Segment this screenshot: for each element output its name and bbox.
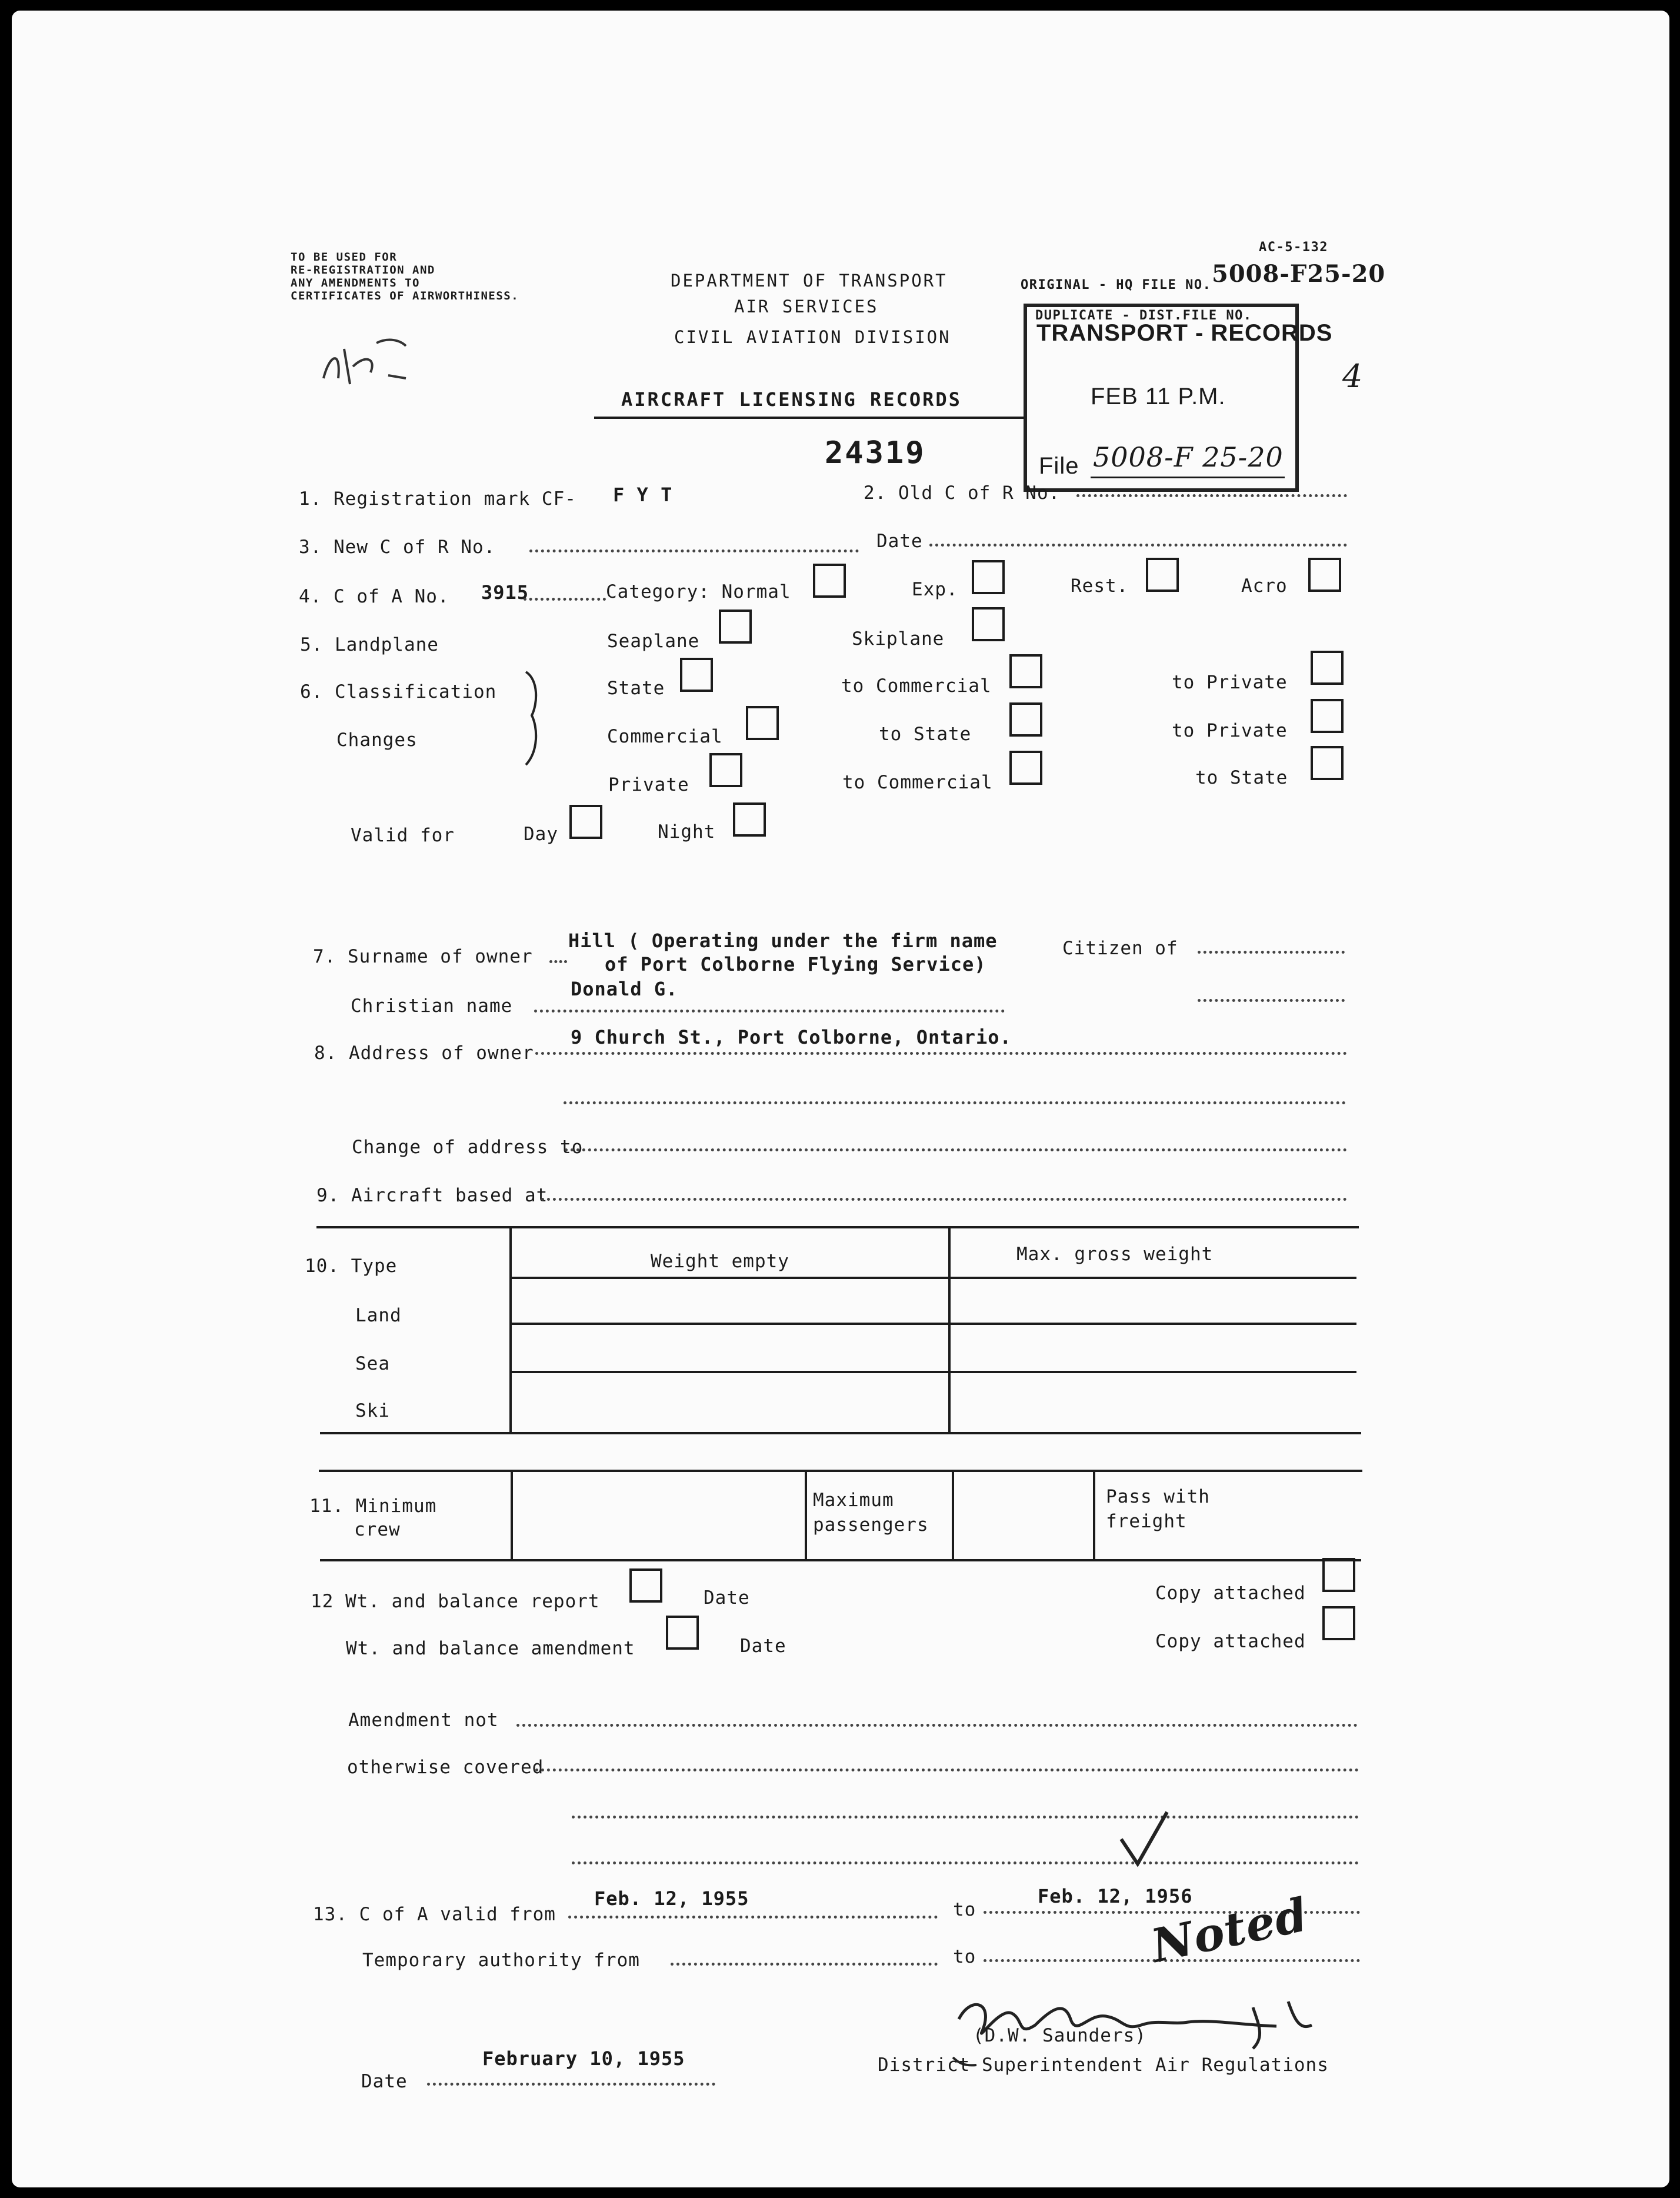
max-gross-header: Max. gross weight [1016, 1244, 1214, 1265]
to-state-checkbox-2[interactable] [1311, 746, 1344, 780]
old-cofr-label: 2. Old C of R No. [864, 482, 1061, 504]
stamp-date: FEB 11 P.M. [1091, 384, 1226, 409]
acro-checkbox[interactable] [1308, 558, 1341, 592]
new-cofr-field[interactable] [529, 550, 859, 552]
to-state-checkbox-1[interactable] [1009, 702, 1042, 737]
christian-name-field[interactable] [534, 1010, 1005, 1013]
table11-col4 [1093, 1471, 1095, 1559]
pencil-mark [318, 331, 424, 396]
table10-col2 [948, 1227, 951, 1432]
stamp-heading: TRANSPORT - RECORDS [1036, 320, 1333, 346]
valid-to-label-1: to [953, 1899, 976, 1920]
weight-empty-header: Weight empty [651, 1251, 789, 1272]
rest-label: Rest. [1071, 575, 1129, 597]
cofa-valid-label: 13. C of A valid from [313, 1904, 556, 1925]
dept-name: DEPARTMENT OF TRANSPORT [671, 271, 948, 291]
seaplane-checkbox[interactable] [719, 610, 752, 644]
signer-title: District Superintendent Air Regulations [878, 2054, 1329, 2076]
table10-col1 [509, 1227, 512, 1432]
wb-report-checkbox[interactable] [629, 1568, 662, 1603]
classification-label: 6. Classification [300, 681, 497, 702]
max-passengers-label-2: passengers [813, 1514, 929, 1536]
table10-row-line-1 [509, 1323, 1356, 1325]
surname-field[interactable] [549, 960, 567, 963]
commercial-checkbox[interactable] [746, 706, 779, 740]
wb-report-label: 12 Wt. and balance report [311, 1591, 600, 1612]
table11-bottom [320, 1559, 1361, 1561]
night-label: Night [658, 821, 716, 842]
seaplane-label: Seaplane [607, 631, 700, 652]
pass-freight-label-1: Pass with [1106, 1486, 1210, 1507]
address-label: 8. Address of owner [314, 1043, 534, 1064]
valid-for-label: Valid for [351, 825, 455, 846]
max-passengers-label-1: Maximum [813, 1490, 894, 1511]
to-commercial-checkbox-2[interactable] [1009, 751, 1042, 785]
footer-date-label: Date [361, 2071, 408, 2092]
new-cofr-label: 3. New C of R No. [299, 537, 496, 558]
state-label: State [607, 678, 665, 699]
row-land-label: Land [355, 1305, 402, 1326]
day-label: Day [524, 824, 558, 845]
new-cofr-date-label: Date [876, 531, 923, 552]
changes-label: Changes [336, 730, 418, 751]
dept-division: CIVIL AVIATION DIVISION [674, 327, 951, 347]
copy-attached-checkbox-1[interactable] [1322, 1558, 1355, 1592]
registration-mark-label: 1. Registration mark CF- [299, 488, 576, 509]
exp-checkbox[interactable] [972, 560, 1005, 594]
copy-attached-checkbox-2[interactable] [1322, 1606, 1355, 1640]
type-label: 10. Type [305, 1255, 398, 1277]
cofa-no-value: 3915 [481, 581, 529, 604]
to-private-checkbox-1[interactable] [1311, 651, 1344, 685]
table11-col1 [511, 1471, 513, 1559]
category-normal-label: Category: Normal [606, 581, 791, 602]
private-label: Private [608, 774, 689, 795]
change-address-label: Change of address to [352, 1137, 584, 1158]
row-sea-label: Sea [355, 1353, 390, 1374]
address-field[interactable] [535, 1052, 1347, 1055]
citizen-field-2[interactable] [1198, 999, 1345, 1002]
amendment-field-4[interactable] [572, 1861, 1359, 1864]
table10-row-line-2 [509, 1371, 1356, 1373]
form-sheet [12, 11, 1669, 2187]
row-ski-label: Ski [355, 1400, 390, 1421]
dept-air-services: AIR SERVICES [734, 297, 879, 317]
table11-col3 [952, 1471, 954, 1559]
temp-authority-label: Temporary authority from [362, 1950, 640, 1971]
landplane-label: 5. Landplane [300, 634, 439, 655]
old-cofr-field[interactable] [1076, 494, 1347, 497]
duplicate-label: DUPLICATE - DIST.FILE NO. [1035, 308, 1252, 323]
temp-authority-field[interactable] [671, 1963, 938, 1966]
form-title: AIRCRAFT LICENSING RECORDS [621, 388, 962, 411]
to-state-label-1: to State [879, 724, 972, 745]
table10-bottom [320, 1432, 1361, 1434]
signer-name: (D.W. Saunders) [973, 2025, 1146, 2046]
form-number: AC-5-132 [1259, 240, 1328, 255]
night-checkbox[interactable] [733, 802, 766, 837]
address-value: 9 Church St., Port Colborne, Ontario. [571, 1026, 1012, 1048]
private-checkbox[interactable] [709, 753, 742, 787]
day-checkbox[interactable] [569, 805, 602, 839]
wb-report-date-label: Date [704, 1587, 750, 1608]
to-state-label-2: to State [1195, 767, 1288, 788]
citizen-label: Citizen of [1062, 938, 1178, 959]
stamp-file-label: File [1039, 453, 1079, 479]
title-underline [594, 417, 1024, 419]
change-address-field[interactable] [565, 1148, 1347, 1151]
to-commercial-checkbox-1[interactable] [1009, 654, 1042, 688]
skiplane-checkbox[interactable] [972, 607, 1005, 641]
to-private-label-2: to Private [1172, 720, 1288, 741]
based-at-field[interactable] [541, 1198, 1347, 1201]
table10-header-line [509, 1277, 1356, 1279]
christian-name-value: Donald G. [571, 978, 678, 1000]
address-field-2[interactable] [564, 1101, 1346, 1104]
surname-label: 7. Surname of owner [313, 946, 533, 967]
to-private-label-1: to Private [1172, 672, 1288, 693]
noted-handwriting: Noted [1146, 1888, 1313, 1973]
stamp-file-number: 5008-F 25-20 [1093, 441, 1284, 473]
valid-to-value: Feb. 12, 1956 [1038, 1885, 1193, 1907]
temp-to-label: to [953, 1946, 976, 1967]
to-commercial-label-2: to Commercial [842, 772, 993, 793]
wb-amend-label: Wt. and balance amendment [346, 1638, 635, 1659]
table11-top [319, 1470, 1362, 1472]
christian-name-label: Christian name [351, 995, 513, 1017]
pass-freight-label-2: freight [1106, 1511, 1187, 1532]
based-at-label: 9. Aircraft based at [316, 1185, 548, 1206]
footer-date-field[interactable] [427, 2083, 715, 2086]
acro-label: Acro [1241, 575, 1288, 597]
commercial-label: Commercial [607, 726, 723, 747]
transport-records-stamp [1024, 304, 1333, 492]
otherwise-covered-label: otherwise covered [347, 1757, 544, 1778]
skiplane-label: Skiplane [852, 628, 945, 650]
to-private-checkbox-2[interactable] [1311, 699, 1344, 733]
brace [521, 668, 545, 768]
footer-date-value: February 10, 1955 [482, 2047, 685, 2070]
registration-mark-value: F Y T [613, 484, 673, 506]
cofa-no-field[interactable] [524, 598, 606, 601]
valid-from-value: Feb. 12, 1955 [594, 1887, 749, 1910]
table11-col2 [805, 1471, 807, 1559]
check-mark [1118, 1810, 1171, 1869]
wb-amend-date-label: Date [740, 1636, 786, 1657]
use-note: TO BE USED FOR RE-REGISTRATION AND ANY AMENDMENTS TO CERTIFICATES OF AIRWORTHINESS. [291, 251, 519, 302]
wb-amend-checkbox[interactable] [666, 1616, 699, 1650]
hq-file-number: 5008-F25-20 [1212, 260, 1386, 288]
valid-from-field[interactable] [568, 1916, 938, 1919]
min-crew-label-1: 11. Minimum [309, 1496, 437, 1517]
cofa-no-label: 4. C of A No. [299, 586, 449, 607]
min-crew-label-2: crew [354, 1519, 401, 1540]
citizen-field[interactable] [1198, 951, 1345, 954]
copy-attached-label-1: Copy attached [1155, 1583, 1306, 1604]
normal-checkbox[interactable] [813, 564, 846, 598]
table10-top [316, 1226, 1359, 1228]
stamp-file-line [1091, 477, 1285, 478]
copy-attached-label-2: Copy attached [1155, 1631, 1306, 1652]
original-label: ORIGINAL - HQ FILE NO. [1021, 278, 1212, 292]
exp-label: Exp. [912, 579, 958, 600]
stamp-mark: 4 [1342, 358, 1364, 395]
to-commercial-label-1: to Commercial [841, 675, 992, 697]
amendment-not-label: Amendment not [348, 1710, 499, 1731]
surname-value-2: of Port Colborne Flying Service) [605, 953, 986, 975]
amendment-field-3[interactable] [572, 1816, 1359, 1819]
record-number: 24319 [825, 435, 926, 471]
amendment-field-1[interactable] [516, 1724, 1358, 1727]
rest-checkbox[interactable] [1146, 558, 1179, 592]
surname-value-1: Hill ( Operating under the firm name [568, 930, 998, 952]
amendment-field-2[interactable] [535, 1769, 1359, 1771]
new-cofr-date-field[interactable] [929, 544, 1347, 547]
state-to-commercial-checkbox[interactable] [680, 658, 713, 692]
